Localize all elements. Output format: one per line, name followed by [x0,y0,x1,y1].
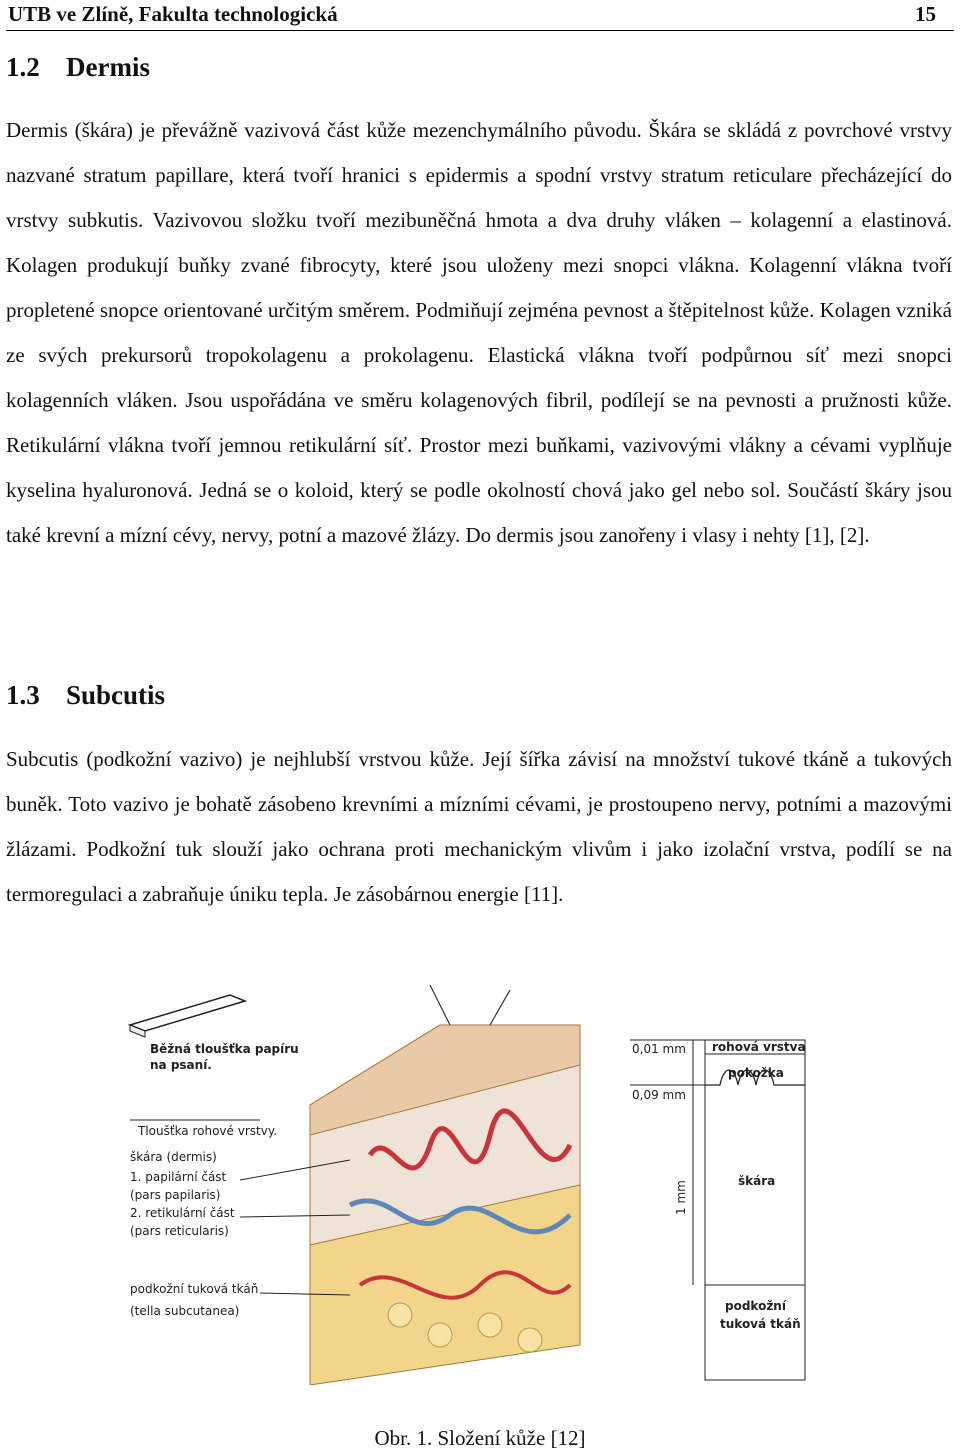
label-dermis-1: škára (dermis) [130,1150,217,1164]
label-dermis-2: 1. papilární část [130,1170,227,1184]
label-subcut-right-2: tuková tkáň [720,1317,801,1331]
label-paper-1: Běžná tloušťka papíru [150,1042,299,1056]
label-scale-001: 0,01 mm [632,1042,686,1056]
running-header [6,0,954,31]
label-scale-009: 0,09 mm [632,1088,686,1102]
label-dermis-3: (pars papilaris) [130,1188,221,1202]
section-title: Dermis [66,52,150,82]
hair [430,985,450,1025]
label-horny-thickness: Tloušťka rohové vrstvy. [138,1124,278,1138]
label-subcut-2: (tella subcutanea) [130,1304,240,1318]
dermis-paragraph: Dermis (škára) je převážně vazivová část kůže mezenchymálního původu. Škára se skládá z povrchové vrstvy nazvané stratum papillare, která tvoří hranici s epidermis a spodní vrstvy stratum reticulare přecházející do vrstvy subkutis. Vazivovou složku tvoří mezibuněčná hmota a dva druhy vláken – kolagenní a elastinová. Kolagen produkují buňky zvané fibrocyty, které jsou uloženy mezi snopci vlákna. Kolagenní vlákna tvoří propletené snopce orientované určitým směrem. Podmiňují zejména pevnost a štěpitelnost kůže. Kolagen vzniká ze svých prekursorů tropokolagenu a prokolagenu. Elastická vlákna tvoří podpůrnou síť mezi snopci kolagenních vláken. Jsou uspořádána ve směru kolagenových fibril, podílejí se na pevnosti a pružnosti kůže. Retikulární vlákna tvoří jemnou retikulární síť. Prostor mezi buňkami, vazivovými vlákny a cévami vyplňuje kyselina hyaluronová. Jedná se o koloid, který se podle okolností chová jako gel nebo sol. Součástí škáry jsou také krevní a mízní cévy, nervy, potní a mazové žlázy. Do dermis jsou zanořeny i vlasy i nehty [1], [2]. [6,118,952,547]
section-title: Subcutis [66,680,166,710]
section-heading-subcutis [6,680,165,711]
paper-slab-icon [130,995,245,1031]
label-scale-1: 1 mm [674,1180,688,1215]
page-number: 15 [915,2,936,26]
label-horny-layer: rohová vrstva [712,1040,806,1054]
hair [490,990,510,1025]
label-subcut-1: podkožní tuková tkáň [130,1282,259,1296]
section-number: 1.3 [6,680,40,710]
skin-layers-figure [110,985,810,1385]
skin-illustration [110,985,810,1385]
label-epidermis: pokožka [728,1066,784,1080]
fat-cell [388,1303,412,1327]
skin-block [310,985,580,1385]
fat-cell [478,1313,502,1337]
label-dermis-short: škára [738,1174,776,1188]
section-number: 1.2 [6,52,40,82]
label-dermis-4: 2. retikulární část [130,1206,235,1220]
header-institution: UTB ve Zlíně, Fakulta technologická [8,2,338,26]
figure-caption: Obr. 1. Složení kůže [12] [374,1426,586,1450]
section-heading-dermis [6,52,150,83]
label-subcut-right-1: podkožní [725,1299,786,1313]
label-dermis-5: (pars reticularis) [130,1224,229,1238]
label-paper-2: na psaní. [150,1058,212,1072]
fat-cell [518,1328,542,1352]
fat-cell [428,1323,452,1347]
subcutis-paragraph: Subcutis (podkožní vazivo) je nejhlubší vrstvou kůže. Její šířka závisí na množství tukové tkáně a tukových buněk. Toto vazivo je bohatě zásobeno krevními a mízními cévami, je prostoupeno nervy, potními a mazovými žlázami. Podkožní tuk slouží jako ochrana proti mechanickým vlivům i jako izolační vrstva, podílí se na termoregulaci a zabraňuje úniku tepla. Je zásobárnou energie [11]. [6,747,952,906]
